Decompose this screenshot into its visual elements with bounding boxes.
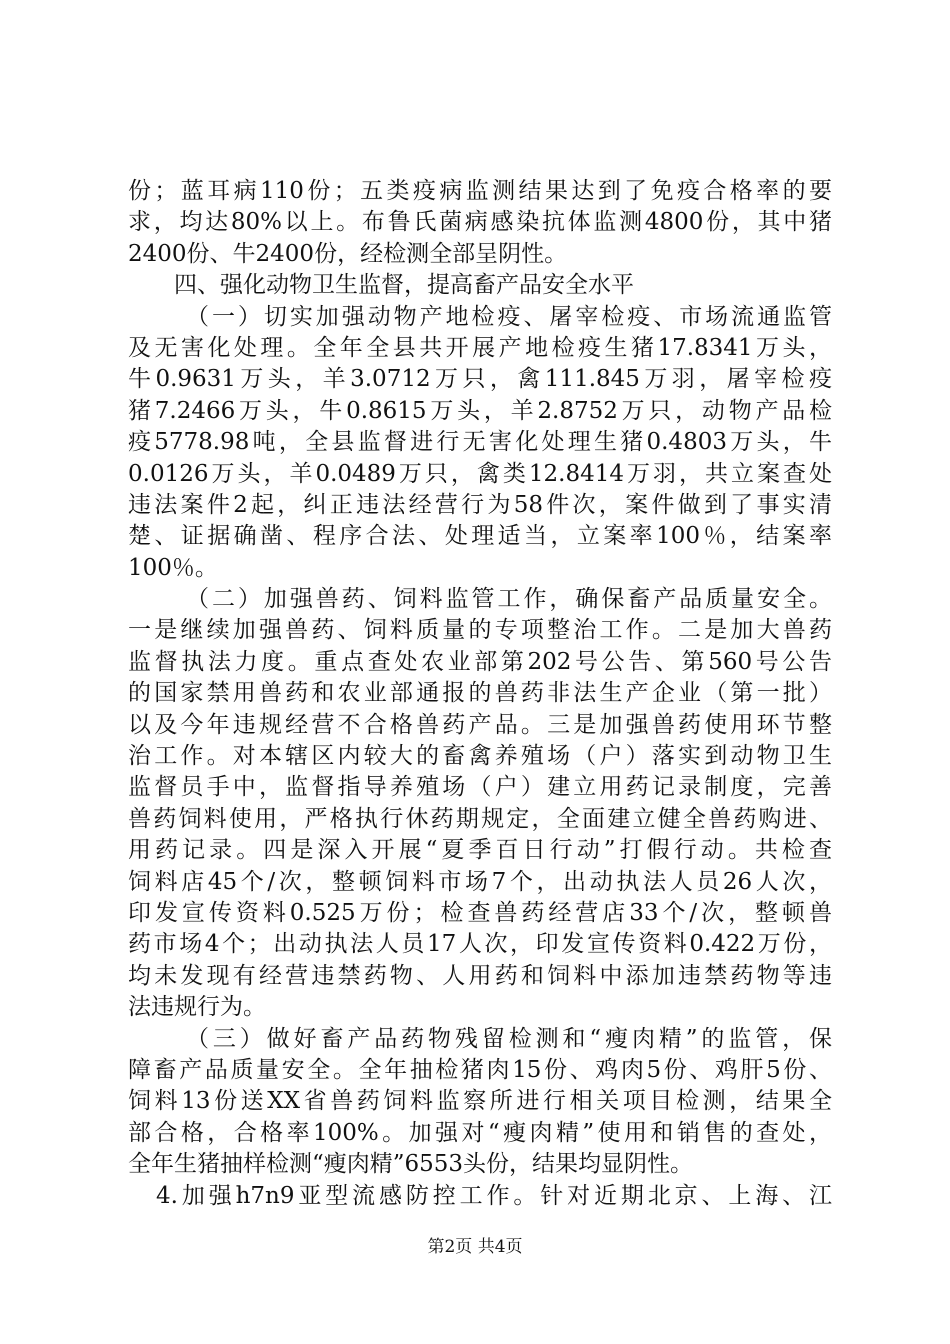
text-line: 100％。 [128,554,218,581]
text-line: 监督员手中，监督指导养殖场（户）建立用药记录制度，完善 [128,774,832,801]
text-line: 全年生猪抽样检测“瘦肉精”6553头份，结果均显阴性。 [128,1151,694,1178]
text-line: 违法案件2起，纠正违法经营行为58件次，案件做到了事实清 [128,491,832,518]
text-line: 2400份、牛2400份，经检测全部呈阴性。 [128,240,568,267]
text-line: 印发宣传资料0.525万份；检查兽药经营店33个/次，整顿兽 [128,899,832,926]
text-line: 的国家禁用兽药和农业部通报的兽药非法生产企业（第一批） [128,680,832,707]
text-line: 部合格，合格率100%。加强对“瘦肉精”使用和销售的查处， [128,1119,832,1146]
text-line: 求，均达80%以上。布鲁氏菌病感染抗体监测4800份，其中猪 [128,209,832,236]
text-line: 监督执法力度。重点查处农业部第202号公告、第560号公告 [128,648,832,675]
text-line: 兽药饲料使用，严格执行休药期规定，全面建立健全兽药购进、 [128,805,832,832]
text-line: 及无害化处理。全年全县共开展产地检疫生猪17.8341万头， [128,334,832,361]
text-line: 一是继续加强兽药、饲料质量的专项整治工作。二是加大兽药 [128,617,832,644]
text-line: 治工作。对本辖区内较大的畜禽养殖场（户）落实到动物卫生 [128,743,832,770]
subsection-heading: （三）做好畜产品药物残留检测和“瘦肉精”的监管，保 [186,1025,832,1052]
text-line: 猪7.2466万头，牛0.8615万头，羊2.8752万只，动物产品检 [128,397,832,424]
text-line: 用药记录。四是深入开展“夏季百日行动”打假行动。共检查 [128,837,832,864]
text-line: 饲料店45个/次，整顿饲料市场7个，出动执法人员26人次， [128,868,832,895]
text-line: 饲料13份送XX省兽药饲料监察所进行相关项目检测，结果全 [128,1088,832,1115]
page-number-footer: 第2页 共4页 [427,1237,523,1257]
text-line: 份；蓝耳病110份；五类疫病监测结果达到了免疫合格率的要 [128,178,832,204]
text-line: 楚、证据确凿、程序合法、处理适当，立案率100％，结案率 [128,523,832,550]
subsection-heading: （二）加强兽药、饲料监管工作，确保畜产品质量安全。 [186,586,832,613]
subsection-heading: （一）切实加强动物产地检疫、屠宰检疫、市场流通监管 [186,303,832,330]
document-body [128,176,832,1212]
section-heading: 四、强化动物卫生监督，提高畜产品安全水平 [174,272,634,299]
text-line: 法违规行为。 [128,994,266,1021]
text-line: 以及今年违规经营不合格兽药产品。三是加强兽药使用环节整 [128,711,832,738]
text-line: 障畜产品质量安全。全年抽检猪肉15份、鸡肉5份、鸡肝5份、 [128,1056,832,1083]
text-line: 均未发现有经营违禁药物、人用药和饲料中添加违禁药物等违 [128,962,832,989]
text-line: 0.0126万头，羊0.0489万只，禽类12.8414万羽，共立案查处 [128,460,832,487]
text-line: 药市场4个；出动执法人员17人次，印发宣传资料0.422万份， [128,931,832,958]
text-line: 牛0.9631万头，羊3.0712万只，禽111.845万羽，屠宰检疫 [128,366,832,393]
text-line: 疫5778.98吨，全县监督进行无害化处理生猪0.4803万头，牛 [128,429,832,456]
text-line: 4.加强h7n9亚型流感防控工作。针对近期北京、上海、江 [156,1182,832,1209]
